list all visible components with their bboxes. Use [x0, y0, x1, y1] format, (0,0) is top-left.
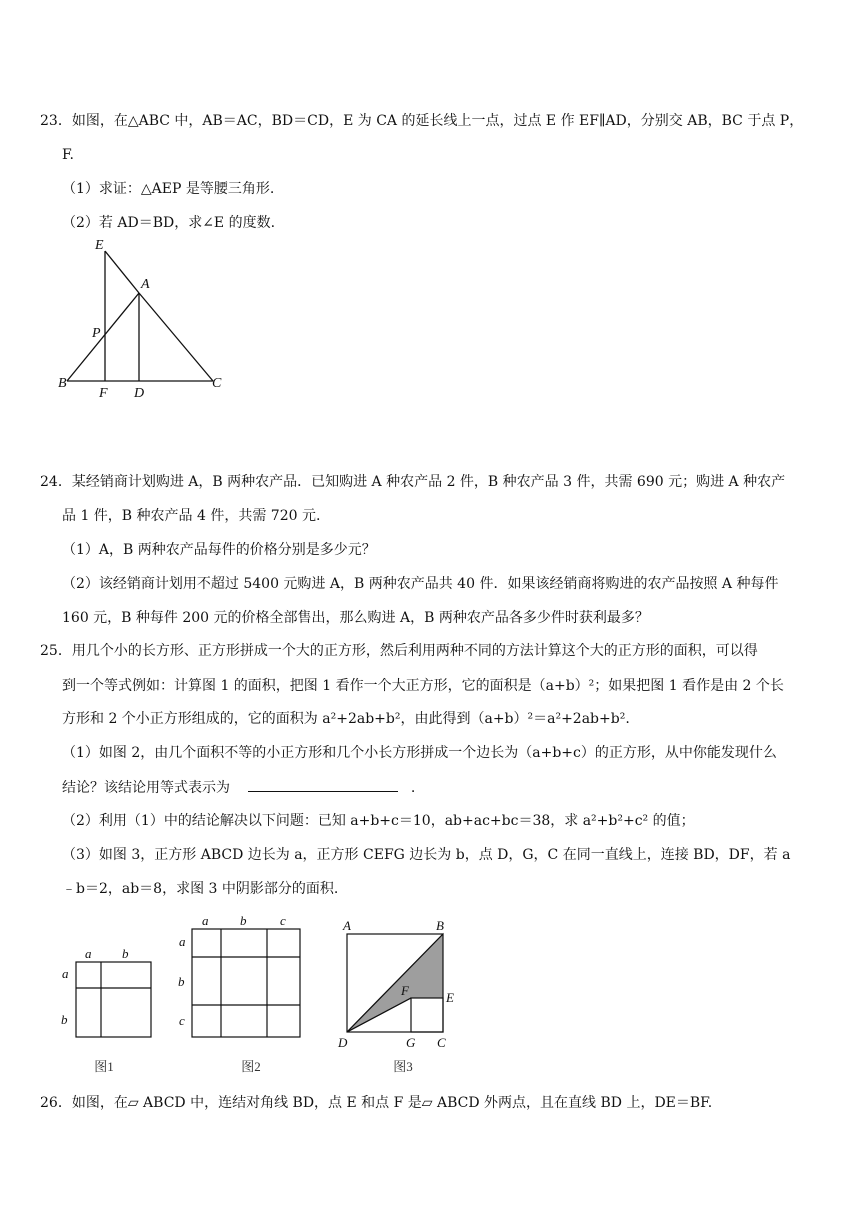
fig3-label-D: D	[338, 1035, 348, 1050]
fig1-caption: 图1	[94, 1059, 114, 1074]
q25-stem-line2: 到一个等式例如：计算图 1 的面积，把图 1 看作一个大正方形，它的面积是（a+b）²；如果把图 1 看作是由 2 个长	[62, 678, 784, 694]
fig3-label-A: A	[343, 918, 351, 933]
q25-part1-line1: （1）如图 2，由几个面积不等的小正方形和几个小长方形拼成一个边长为（a+b+c）的正方形，从中你能发现什么	[62, 745, 777, 761]
fig2-top-c: c	[280, 913, 286, 928]
fig2-caption: 图2	[241, 1059, 261, 1074]
fig2-top-b: b	[240, 913, 247, 928]
fig1-left-b: b	[61, 1012, 68, 1027]
fig1-square	[58, 940, 158, 1075]
q23-stem-line1: 23．如图，在△ABC 中，AB＝AC，BD＝CD，E 为 CA 的延长线上一点，过点 E 作 EF∥AD，分别交 AB，BC 于点 P，	[40, 113, 804, 129]
q25-stem-line1: 25．用几个小的长方形、正方形拼成一个大的正方形，然后利用两种不同的方法计算这个大的正方形的面积，可以得	[40, 643, 758, 659]
q25-part3-line1: （3）如图 3，正方形 ABCD 边长为 a，正方形 CEFG 边长为 b，点 D，G，C 在同一直线上，连接 BD，DF，若 a	[62, 847, 791, 863]
q25-stem-line3: 方形和 2 个小正方形组成的，它的面积为 a²+2ab+b²，由此得到（a+b）²＝a²+2ab+b².	[62, 711, 630, 727]
fig2-left-b: b	[178, 974, 185, 989]
fig2-left-a: a	[179, 934, 186, 949]
q24-part2-line2: 160 元，B 种每件 200 元的价格全部售出，那么购进 A，B 两种农产品各多少件时获利最多？	[62, 610, 649, 626]
fig3-label-B: B	[436, 918, 444, 933]
q25-part1-line2-end: .	[410, 780, 416, 796]
fig1-left-a: a	[62, 966, 69, 981]
q24-stem-line2: 品 1 件，B 种农产品 4 件，共需 720 元.	[62, 508, 321, 524]
fig2-square	[175, 912, 310, 1075]
q25-part1-line2	[62, 777, 415, 798]
fig1-top-b: b	[122, 946, 129, 961]
fig3-label-E: E	[446, 990, 454, 1005]
q23-part1: （1）求证：△AEP 是等腰三角形.	[62, 181, 275, 197]
label-P: P	[92, 326, 101, 341]
label-A: A	[141, 277, 150, 292]
fig3-label-C: C	[437, 1035, 446, 1050]
label-B: B	[58, 376, 67, 391]
label-C: C	[212, 376, 222, 391]
answer-blank[interactable]	[248, 777, 398, 792]
fig3-label-G: G	[406, 1035, 416, 1050]
q23-part2: （2）若 AD＝BD，求∠E 的度数.	[62, 215, 276, 231]
q25-part2: （2）利用（1）中的结论解决以下问题：已知 a+b+c＝10，ab+ac+bc＝38，求 a²+b²+c² 的值；	[62, 813, 695, 829]
label-E: E	[95, 238, 104, 253]
q24-part1: （1）A，B 两种农产品每件的价格分别是多少元？	[62, 542, 376, 558]
q24-stem-line1: 24．某经销商计划购进 A，B 两种农产品．已知购进 A 种农产品 2 件，B 种农产品 3 件，共需 690 元；购进 A 种农产	[40, 474, 786, 490]
fig3-caption: 图3	[393, 1059, 413, 1074]
q26-stem-line1: 26．如图，在▱ ABCD 中，连结对角线 BD，点 E 和点 F 是▱ ABCD 外两点，且在直线 BD 上，DE＝BF.	[40, 1095, 713, 1111]
fig3-label-F: F	[401, 983, 409, 998]
fig2-left-c: c	[179, 1013, 185, 1028]
fig3-squares	[333, 912, 468, 1075]
q25-part1-line2-text: 结论？该结论用等式表示为	[62, 780, 230, 796]
label-F: F	[99, 386, 108, 401]
fig1-top-a: a	[85, 946, 92, 961]
label-D: D	[134, 386, 145, 401]
q24-part2-line1: （2）该经销商计划用不超过 5400 元购进 A，B 两种农产品共 40 件．如果该经销商将购进的农产品按照 A 种每件	[62, 576, 779, 592]
fig2-top-a: a	[202, 913, 209, 928]
q23-triangle-figure	[55, 235, 235, 405]
q25-part3-line2: ﹣b＝2，ab＝8，求图 3 中阴影部分的面积.	[62, 881, 339, 897]
q23-stem-line2: F.	[62, 147, 74, 163]
